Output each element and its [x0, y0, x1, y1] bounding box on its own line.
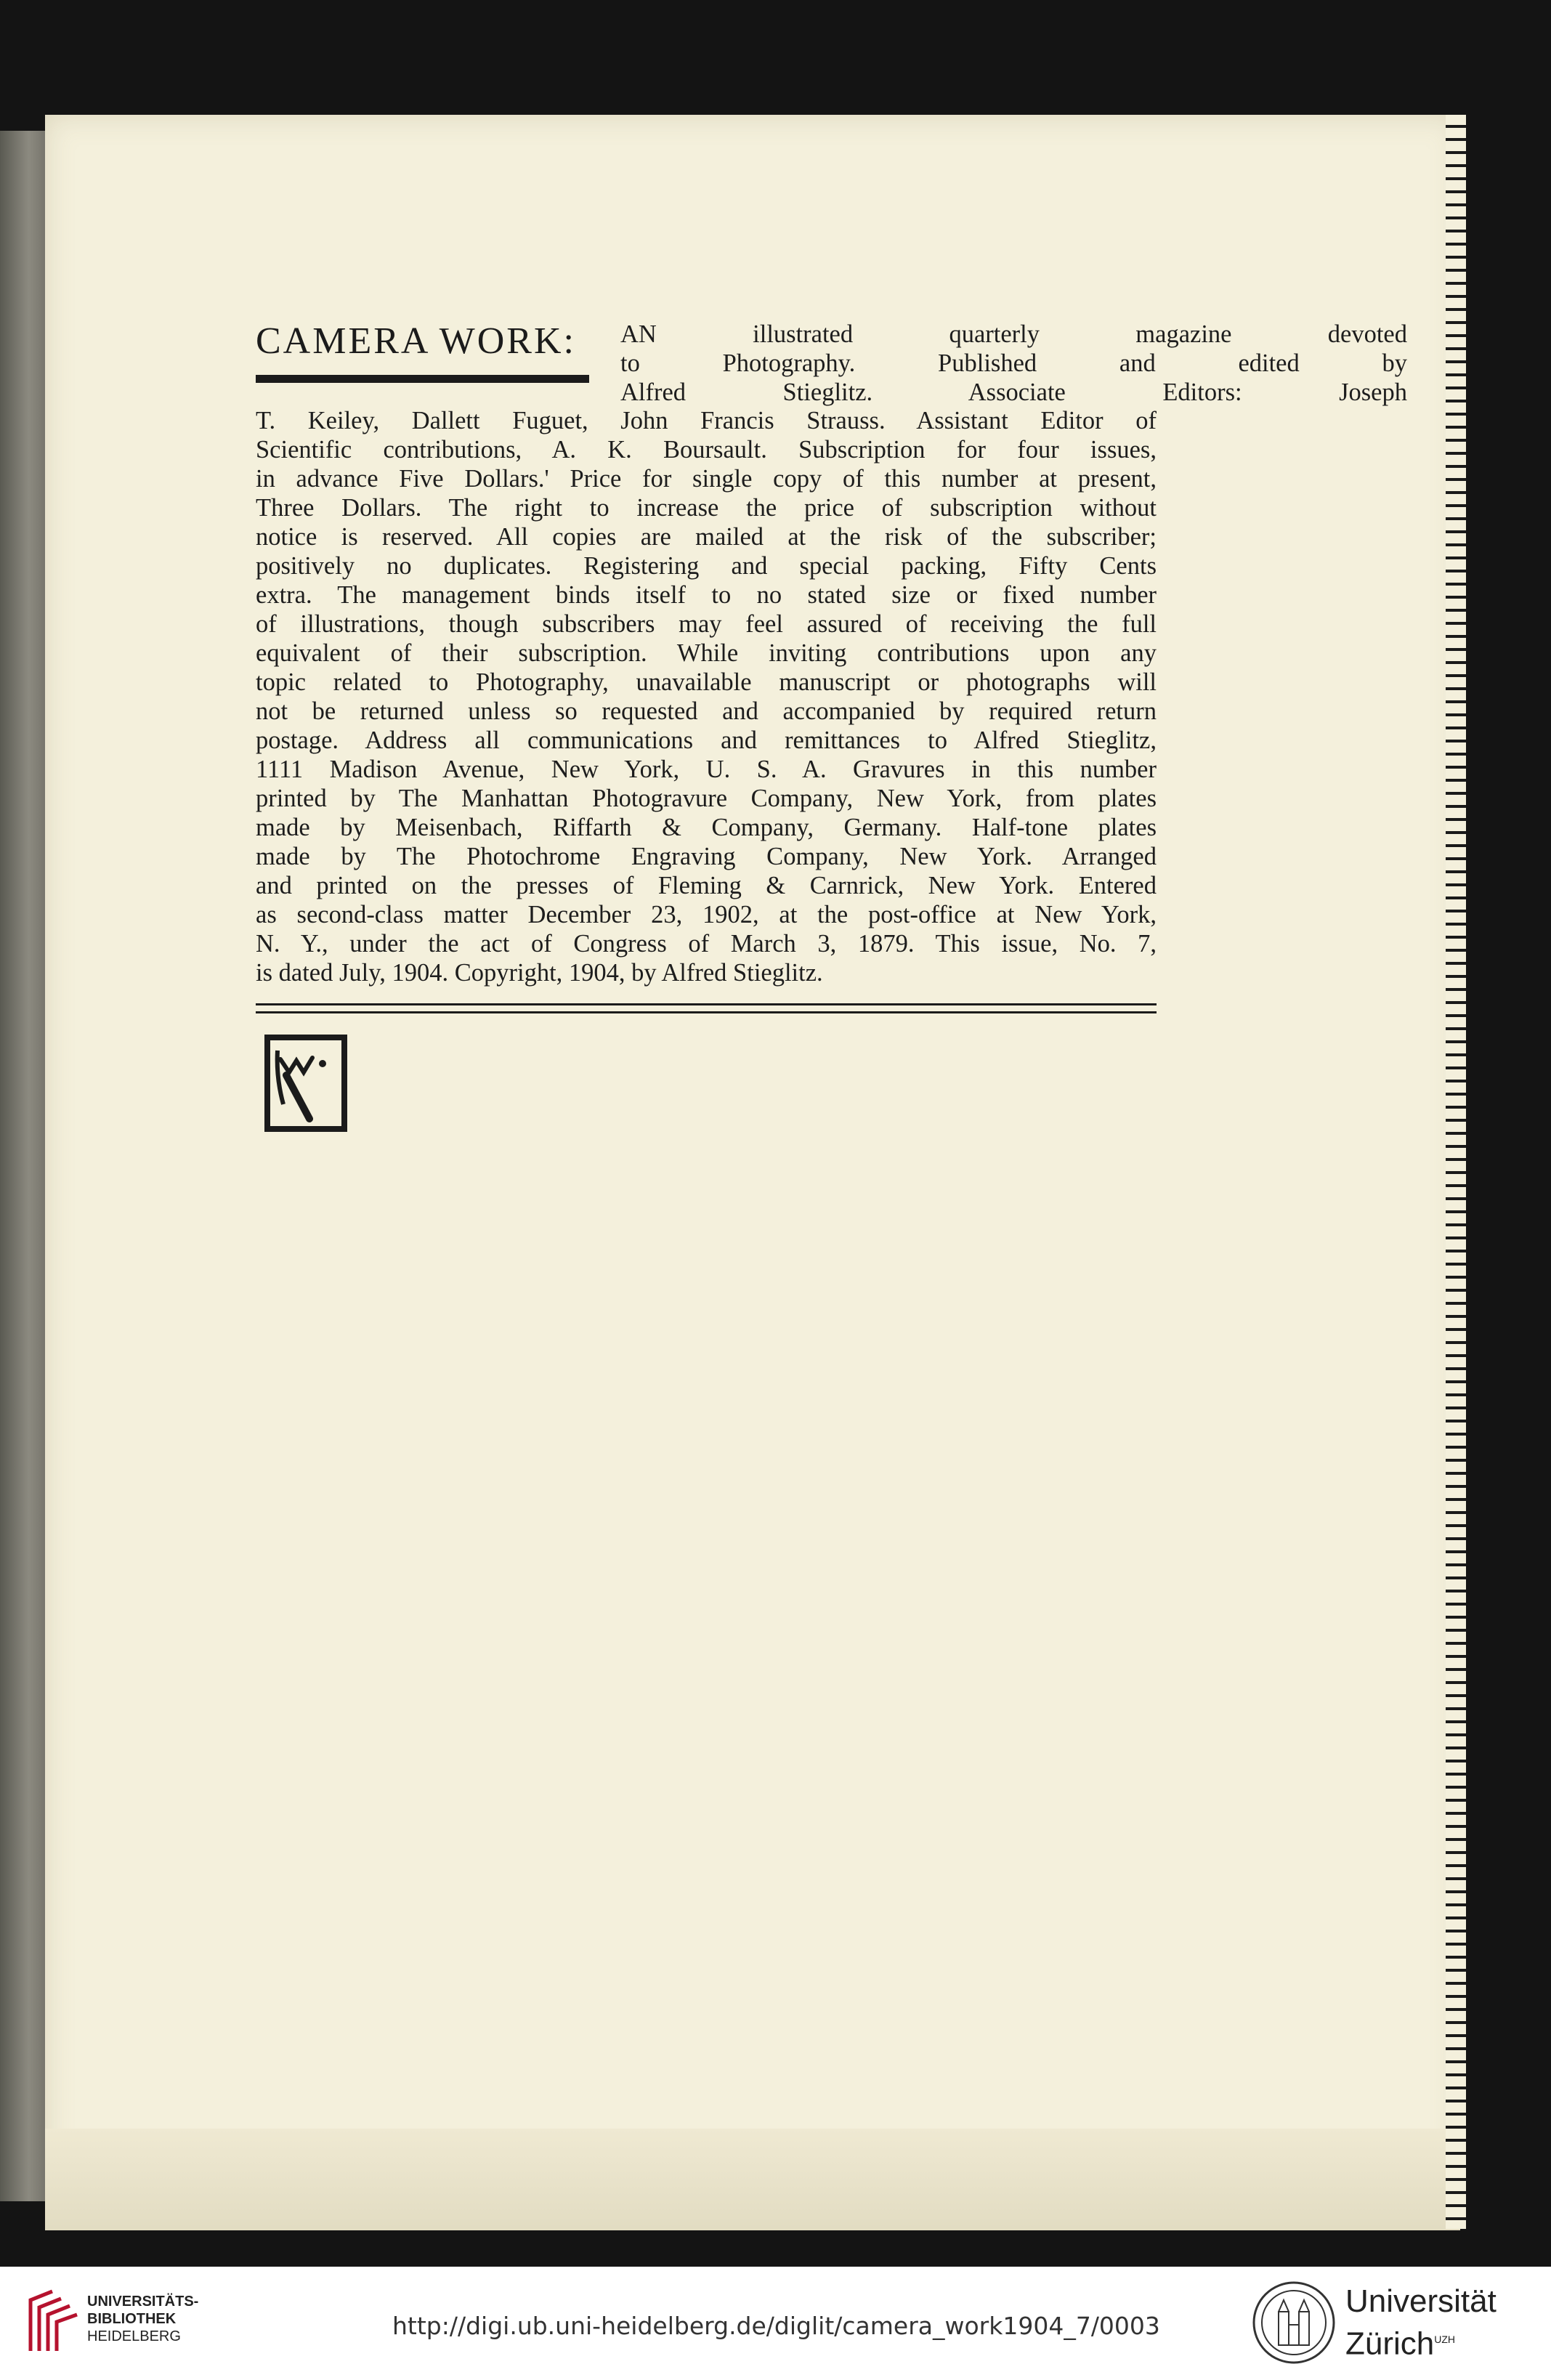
source-url-link[interactable]: http://digi.ub.uni-heidelberg.de/diglit/camera_work1904_7/0003: [392, 2312, 1160, 2340]
uzh-superscript: UZH: [1434, 2334, 1456, 2345]
body-line: extra. The management binds itself to no stated size or fixed number: [256, 581, 1157, 609]
uzh-name-text: Zürich: [1345, 2326, 1435, 2362]
library-name-line: BIBLIOTHEK: [87, 2311, 177, 2327]
body-line: not be returned unless so requested and accompanied by required return: [256, 697, 1157, 725]
title-row: [256, 320, 1407, 406]
body-line: made by Meisenbach, Riffarth & Company, Germany. Half-tone plates: [256, 814, 1157, 841]
body-line: T. Keiley, Dallett Fuguet, John Francis Strauss. Assistant Editor of: [256, 407, 1157, 434]
body-line: postage. Address all communications and remittances to Alfred Stieglitz,: [256, 726, 1157, 754]
body-line: Three Dollars. The right to increase the price of subscription without: [256, 494, 1157, 522]
library-name-line: UNIVERSITÄTS-: [87, 2294, 199, 2310]
intro-line: Alfred Stieglitz. Associate Editors: Joseph: [620, 379, 1407, 406]
intro-text: [620, 320, 1407, 407]
page-bottom-edge: [45, 2129, 1460, 2230]
colophon-block: [256, 320, 1407, 987]
page-deckle-edge: [1446, 115, 1466, 2229]
intro-line: to Photography. Published and edited by: [620, 349, 1407, 377]
body-line: equivalent of their subscription. While inviting contributions upon any: [256, 639, 1157, 667]
library-name-line: HEIDELBERG: [87, 2328, 181, 2344]
body-line: 1111 Madison Avenue, New York, U. S. A. Gravures in this number: [256, 756, 1157, 783]
body-line: positively no duplicates. Registering and special packing, Fifty Cents: [256, 552, 1157, 580]
body-line: in advance Five Dollars.' Price for single copy of this number at present,: [256, 465, 1157, 493]
heidelberg-library-name: [87, 2293, 198, 2345]
body-line: is dated July, 1904. Copyright, 1904, by Alfred Stieglitz.: [256, 959, 823, 987]
uzh-name-line-2: [1345, 2320, 1497, 2363]
body-line: topic related to Photography, unavailable manuscript or photographs will: [256, 668, 1157, 696]
body-line: N. Y., under the act of Congress of March 3, 1879. This issue, No. 7,: [256, 930, 1157, 958]
publisher-monogram-icon: [264, 1035, 347, 1132]
uzh-name-line: Universität: [1345, 2283, 1497, 2319]
body-line: printed by The Manhattan Photogravure Company, New York, from plates: [256, 785, 1157, 812]
body-line: notice is reserved. All copies are mailed at the risk of the subscriber;: [256, 523, 1157, 551]
body-line: and printed on the presses of Fleming & Carnrick, New York. Entered: [256, 872, 1157, 899]
intro-line: AN illustrated quarterly magazine devoted: [620, 320, 1407, 348]
body-line: of illustrations, though subscribers may feel assured of receiving the full: [256, 610, 1157, 638]
uzh-seal-icon: [1251, 2280, 1337, 2365]
title-underline-rule: [256, 375, 589, 383]
heidelberg-library-logo-icon: [23, 2286, 81, 2358]
digitization-footer: [0, 2267, 1551, 2380]
double-rule-bottom: [256, 1011, 1157, 1013]
uzh-name: [1345, 2283, 1497, 2363]
colophon-body: [256, 406, 1157, 987]
body-line: as second-class matter December 23, 1902, at the post-office at New York,: [256, 901, 1157, 928]
body-line: made by The Photochrome Engraving Company, New York. Arranged: [256, 843, 1157, 870]
double-rule-top: [256, 1003, 1157, 1005]
magazine-title: CAMERA WORK:: [256, 320, 576, 362]
body-line: Scientific contributions, A. K. Boursault. Subscription for four issues,: [256, 436, 1157, 464]
